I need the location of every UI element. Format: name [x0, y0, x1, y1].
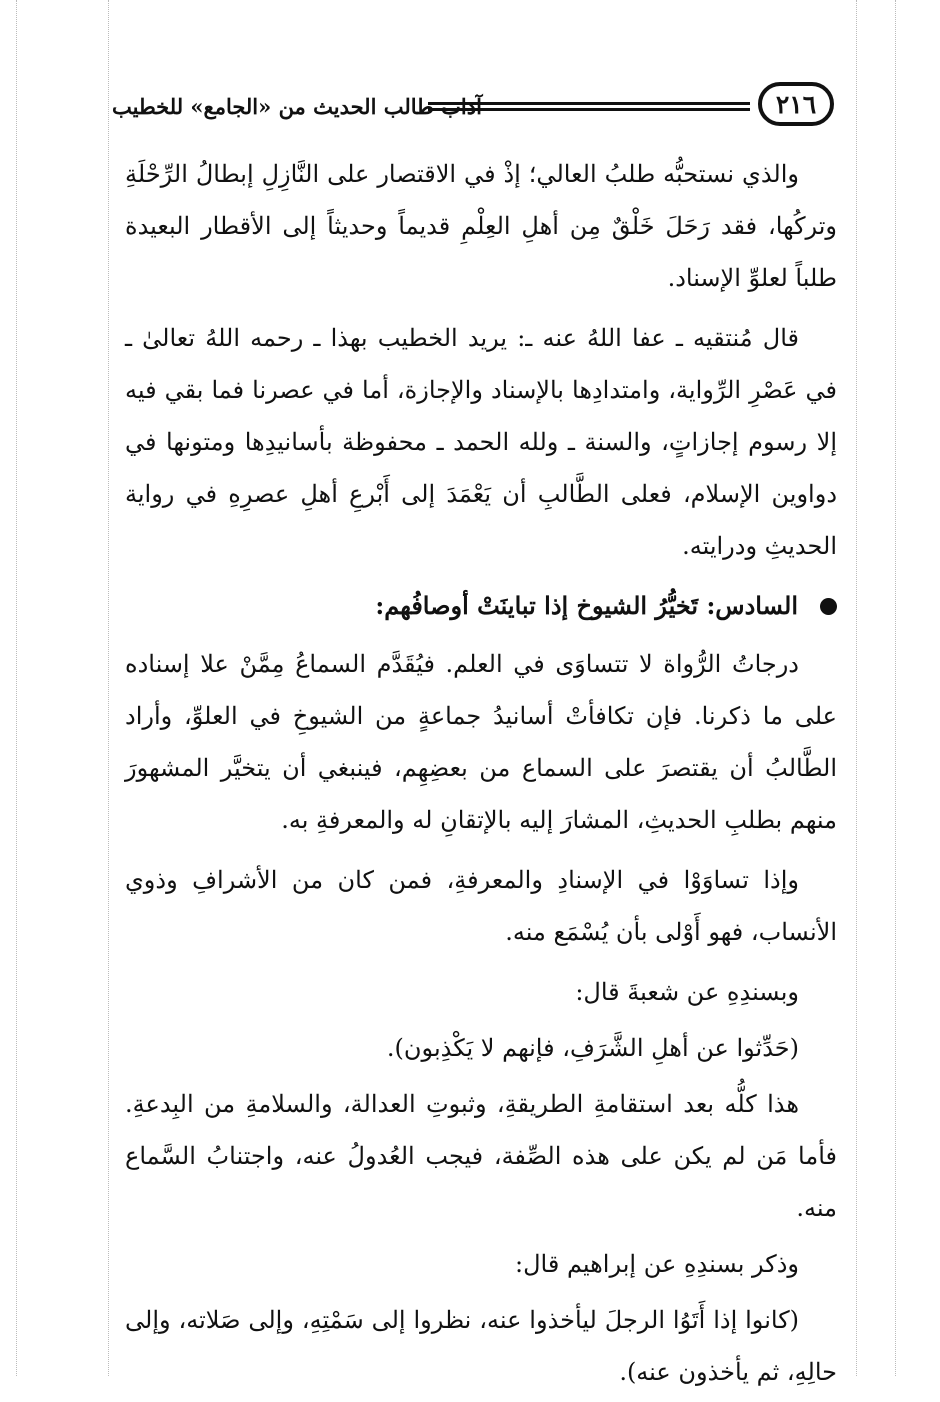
- section-heading-text: السادس: تَخيُّرُ الشيوخ إذا تباينَتْ أوصافُهم:: [375, 591, 798, 620]
- paragraph: هذا كلُّه بعد استقامةِ الطريقةِ، وثبوتِ العدالة، والسلامةِ من البِدعةِ. فأما مَن لم يكن على هذه الصِّفة، فيجب العُدولُ عنه، واجتنابُ السَّماع منه.: [125, 1090, 837, 1222]
- page-header: [112, 82, 834, 136]
- page-body: [125, 148, 837, 1402]
- scan-guide-line: [856, 0, 857, 1376]
- quote: (كانوا إذا أَتَوُا الرجلَ ليأخذوا عنه، نظروا إلى سَمْتِهِ، وإلى صَلاته، وإلى حالِهِ، ثم يأخذون عنه).: [125, 1306, 837, 1386]
- paragraph: وبسندِهِ عن شعبةَ قال:: [575, 978, 799, 1006]
- scan-guide-line: [895, 0, 896, 1376]
- paragraph: قال مُنتقيه ـ عفا اللهُ عنه ـ: يريد الخطيب بهذا ـ رحمه اللهُ تعالىٰ ـ في عَصْرِ الرِّواية، وامتدادِها بالإسناد والإجازة، أما في عصرنا فما بقي فيه إلا رسوم إجازاتٍ، والسنة ـ ولله الحمد ـ محفوظة بأسانيدِها ومتونها في دواوين الإسلام، فعلى الطَّالبِ أن يَعْمَدَ إلى أَبْرعِ أهلِ عصرِهِ في رواية الحديثِ ودرايته.: [125, 324, 838, 560]
- quote: (حَدِّثوا عن أهلِ الشَّرَفِ، فإنهم لا يَكْذِبون).: [386, 1034, 799, 1062]
- running-title: آداب طالب الحديث من «الجامع» للخطيب: [112, 94, 482, 119]
- scan-guide-line: [108, 0, 109, 1376]
- bullet-icon: [820, 598, 837, 615]
- paragraph: وإذا تساوَوْا في الإسنادِ والمعرفةِ، فمن كان من الأشرافِ وذوي الأنساب، فهو أَوْلى بأن يُسْمَع منه.: [125, 866, 837, 946]
- section-heading: [125, 580, 837, 632]
- page-number: ٢١٦: [758, 82, 834, 126]
- scan-guide-line: [16, 0, 17, 1376]
- paragraph: والذي نستحبُّه طلبُ العالي؛ إذْ في الاقتصار على النَّازِلِ إبطالُ الرِّحْلَةِ وتركُها، فقد رَحَلَ خَلْقٌ مِن أهلِ العِلْمِ قديماً وحديثاً إلى الأقطار البعيدة طلباً لعلوِّ الإسناد.: [125, 160, 838, 292]
- paragraph: درجاتُ الرُّواة لا تتساوَى في العلم. فيُقَدَّم السماعُ مِمَّنْ علا إسناده على ما ذكرنا. فإن تكافأتْ أسانيدُ جماعةٍ من الشيوخِ في العلوِّ، وأراد الطَّالبُ أن يقتصرَ على السماع من بعضِهِم، فينبغي أن يتخيَّر المشهورَ منهم بطلبِ الحديثِ، المشارَ إليه بالإتقانِ له والمعرفةِ به.: [125, 650, 837, 834]
- paragraph: وذكر بسندِهِ عن إبراهيم قال:: [515, 1250, 799, 1278]
